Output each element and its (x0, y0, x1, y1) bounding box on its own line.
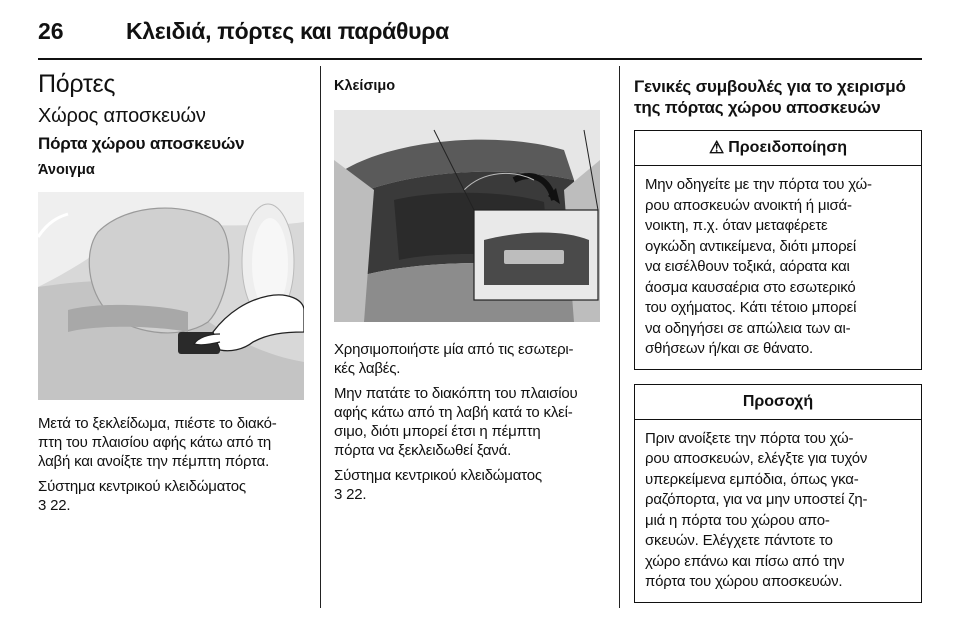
subsection-title: Χώρος αποσκευών (38, 105, 206, 127)
column-divider (320, 66, 321, 608)
central-locking-reference: Σύστημα κεντρικού κλειδώματος 3 22. (38, 478, 246, 514)
tailgate-closing-illustration (334, 110, 600, 322)
column-1 (38, 70, 304, 515)
warning-box-body (635, 166, 921, 369)
tailgate-opening-illustration (38, 192, 304, 400)
warning-box (634, 130, 922, 370)
warning-box-header (635, 131, 921, 166)
header-rule (38, 58, 922, 60)
topic-title: Πόρτα χώρου αποσκευών (38, 134, 245, 153)
section-title: Πόρτες (38, 70, 116, 98)
tailgate-handle-image (38, 192, 304, 400)
chapter-title: Κλειδιά, πόρτες και παράθυρα (126, 18, 449, 44)
open-trunk-image (334, 110, 600, 322)
closing-heading: Κλείσιμο (334, 78, 396, 94)
page-header (38, 6, 922, 54)
warning-title: Προειδοποίηση (728, 139, 848, 156)
warning-triangle-icon: ⚠ (708, 138, 725, 157)
opening-instructions: Μετά το ξεκλείδωμα, πιέστε το διακό- πτη του πλαισίου αφής κάτω από τη λαβή και ανοίξτε την πέμπτη πόρτα. (38, 415, 277, 470)
central-locking-reference: Σύστημα κεντρικού κλειδώματος 3 22. (334, 467, 542, 503)
column-3 (634, 70, 922, 603)
caution-text: Πριν ανοίξετε την πόρτα του χώ- ρου αποσκευών, ελέγξτε για τυχόν υπερκείμενα εμπόδια, όπως γκα- ραζόπορτα, για να μην υποστεί ζη- μιά η πόρτα του χώρου απο- σκευών. Ελέγχετε πάντοτε το χώρο επάνω και πίσω από την πόρτα του χώρου αποσκευών. (645, 429, 868, 590)
closing-warning-text: Μην πατάτε το διακόπτη του πλαισίου αφής κάτω από τη λαβή κατά το κλεί- σιμο, διότι μπορεί έτσι η πέμπτη πόρτα να ξεκλειδωθεί ξανά. (334, 385, 578, 459)
general-advice-heading: Γενικές συμβουλές για το χειρισμό της πόρτας χώρου αποσκευών (634, 77, 906, 117)
caution-box (634, 384, 922, 603)
closing-instructions: Χρησιμοποιήστε μία από τις εσωτερι- κές λαβές. (334, 341, 574, 377)
page-number: 26 (38, 18, 64, 44)
column-divider (619, 66, 620, 608)
warning-text: Μην οδηγείτε με την πόρτα του χώ- ρου αποσκευών ανοικτή ή μισά- νοικτη, π.χ. όταν μεταφέρετε ογκώδη αντικείμενα, διότι μπορεί να εισέλθουν τοξικά, αόρατα και άοσμα καυσαέρια στο εσωτερικό του οχήματος. Κάτι τέτοιο μπορεί να οδηγήσει σε απώλεια των αι- σθήσεων ή/και σε θάνατο. (645, 176, 872, 357)
opening-heading: Άνοιγμα (38, 162, 95, 178)
caution-title: Προσοχή (742, 392, 814, 410)
column-2 (334, 70, 606, 504)
caution-box-body (635, 420, 921, 602)
caution-box-header (635, 385, 921, 420)
